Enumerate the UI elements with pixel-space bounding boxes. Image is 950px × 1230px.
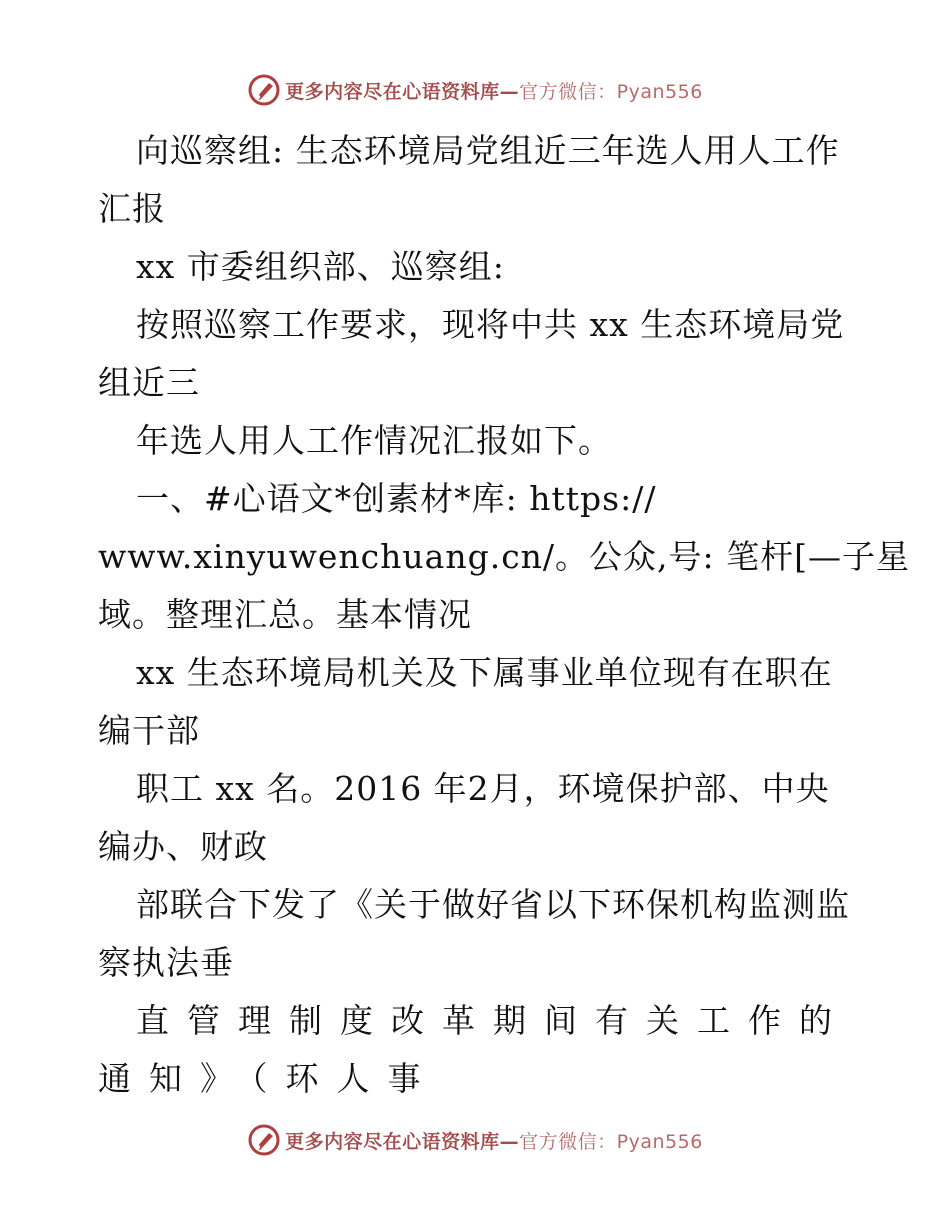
doc-paragraph-line: 部联合下发了《关于做好省以下环保机构监测监 bbox=[136, 885, 850, 924]
doc-paragraph-line: 通知》（环人事 bbox=[98, 1059, 439, 1098]
header-watermark bbox=[0, 68, 950, 112]
doc-paragraph-line: 职工 xx 名。2016 年2月，环境保护部、中央 bbox=[136, 769, 830, 808]
doc-paragraph-line: xx 生态环境局机关及下属事业单位现有在职在 bbox=[136, 653, 833, 692]
doc-paragraph-line: 直管理制度改革期间有关工作的 bbox=[136, 1001, 850, 1040]
doc-paragraph-line: 编办、财政 bbox=[98, 827, 268, 866]
watermark-dash: — bbox=[499, 1130, 520, 1153]
doc-section-heading: 一、#心语文*创素材*库: https:// bbox=[136, 479, 657, 518]
watermark-text: 更多内容尽在心语资料库 bbox=[285, 80, 500, 103]
watermark-wechat: 官方微信：Pyan556 bbox=[519, 80, 703, 103]
pen-logo-icon bbox=[247, 1123, 281, 1157]
footer-watermark bbox=[0, 1118, 950, 1162]
doc-title-line-1: 向巡察组: 生态环境局党组近三年选人用人工作 bbox=[136, 131, 840, 170]
watermark-text: 更多内容尽在心语资料库 bbox=[285, 1130, 500, 1153]
doc-paragraph-line: 察执法垂 bbox=[98, 943, 234, 982]
watermark-wechat: 官方微信：Pyan556 bbox=[519, 1130, 703, 1153]
doc-paragraph-line: 年选人用人工作情况汇报如下。 bbox=[136, 421, 612, 460]
document-body bbox=[98, 122, 911, 1108]
doc-title-line-2: 汇报 bbox=[98, 189, 166, 228]
doc-paragraph-line: 组近三 bbox=[98, 363, 200, 402]
doc-salutation: xx 市委组织部、巡察组: bbox=[136, 247, 505, 286]
doc-paragraph-line: 编干部 bbox=[98, 711, 200, 750]
watermark-dash: — bbox=[499, 80, 520, 103]
doc-paragraph-line: 域。整理汇总。基本情况 bbox=[98, 595, 472, 634]
pen-logo-icon bbox=[247, 73, 281, 107]
doc-paragraph-line: 按照巡察工作要求，现将中共 xx 生态环境局党 bbox=[136, 305, 845, 344]
doc-paragraph-line: www.xinyuwenchuang.cn/。公众,号: 笔杆[—子星 bbox=[98, 537, 911, 576]
